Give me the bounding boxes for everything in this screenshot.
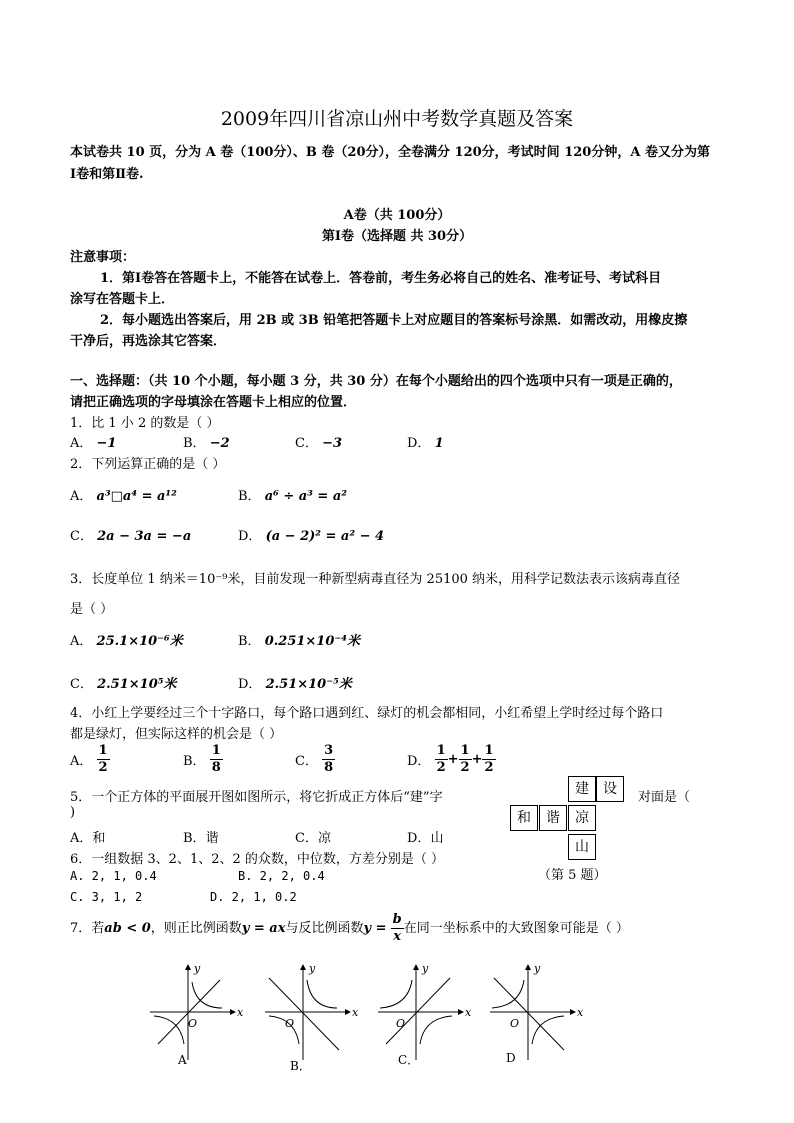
net-cell-shan: 山 <box>568 834 596 860</box>
note-2-line-1: 2．每小题选出答案后，用 2B 或 3B 铅笔把答题卡上对应题目的答案标号涂黑．如需改动，用橡皮擦 <box>100 313 688 328</box>
note-2-line-2: 干净后，再选涂其它答案． <box>70 334 227 349</box>
q7-stem: 7．若ab < 0，则正比例函数y = ax与反比例函数y = $\frac{b}{x}$ 在同一坐标系中的大致图象可能是（ ） <box>70 912 629 944</box>
q3-option-b: B． 0.251×10⁻⁴米 <box>238 634 360 649</box>
net-cell-jian: 建 <box>568 776 596 802</box>
graph-c-label: C． <box>398 1053 420 1067</box>
net-cell-xie: 谐 <box>539 805 567 831</box>
q5-option-d: D．山 <box>407 831 444 846</box>
section1-line-2: 请把正确选项的字母填涂在答题卡上相应的位置． <box>70 395 357 410</box>
q4-option-b: B． $\frac{1}{8}$ <box>183 743 221 775</box>
graph-a-y-label: y <box>194 962 201 975</box>
graph-d-origin: O <box>510 1017 520 1030</box>
graph-c-x-label: x <box>465 1006 472 1019</box>
q5-option-c: C．凉 <box>295 831 331 846</box>
section1-line-1: 一、选择题：（共 10 个小题，每小题 3 分，共 30 分）在每个小题给出的四个选项中只有一项是正确的， <box>70 374 682 389</box>
q2-option-b: B． a⁶ ÷ a³ = a² <box>238 489 347 504</box>
graph-c <box>378 962 472 1067</box>
part1-heading: 第Ⅰ卷（选择题 共 30分） <box>321 229 473 244</box>
q5-stem-line-1: 5．一个正方体的平面展开图如图所示，将它折成正方体后“建”字 <box>70 790 443 805</box>
q7-graphs <box>140 960 610 1080</box>
q3-stem-line-2: 是（ ） <box>70 602 114 617</box>
q1-stem: 1．比 1 小 2 的数是（ ） <box>70 416 220 431</box>
q5-figure-caption: （第 5 题） <box>538 868 607 883</box>
q4-option-a: A． $\frac{1}{2}$ <box>70 743 108 775</box>
note-1-line-2: 涂写在答题卡上． <box>70 292 175 307</box>
q2-option-d: D． (a − 2)² = a² − 4 <box>238 529 385 544</box>
q3-option-c: C． 2.51×10⁵米 <box>70 677 177 692</box>
intro-line-2: Ⅰ卷和第Ⅱ卷. <box>70 167 144 182</box>
q6-option-b: B. 2, 2, 0.4 <box>238 869 325 883</box>
net-cell-liang: 凉 <box>568 805 596 831</box>
graph-b-origin: O <box>285 1017 295 1030</box>
graph-b-y-label: y <box>309 962 316 975</box>
q6-stem: 6．一组数据 3、2、1、2、2 的众数，中位数，方差分别是（ ） <box>70 852 445 867</box>
q1-option-b: B． −2 <box>183 436 230 451</box>
q2-stem: 2．下列运算正确的是（ ） <box>70 457 226 472</box>
net-cell-she: 设 <box>596 776 624 802</box>
q1-option-c: C． −3 <box>295 436 343 451</box>
net-cell-he: 和 <box>510 805 538 831</box>
q5-option-b: B．谐 <box>183 831 219 846</box>
q1-option-a: A． −1 <box>70 436 117 451</box>
q4-fraction-b: $\frac{1}{8}$ <box>211 743 221 775</box>
q4-stem-line-1: 4．小红上学要经过三个十字路口，每个路口遇到红、绿灯的机会都相同，小红希望上学时经过每个路口 <box>70 706 664 721</box>
q3-stem-line-1: 3．长度单位 1 纳米＝10⁻⁹米，目前发现一种新型病毒直径为 25100 纳米，用科学记数法表示该病毒直径 <box>70 572 681 587</box>
q4-fraction-c: $\frac{3}{8}$ <box>324 743 334 775</box>
graph-d <box>490 962 584 1065</box>
graph-a-origin: O <box>188 1017 198 1030</box>
q5-option-a: A．和 <box>70 831 106 846</box>
q4-option-c: C． $\frac{3}{8}$ <box>295 743 334 775</box>
graph-d-y-label: y <box>534 962 541 975</box>
graph-a-label: A <box>178 1053 187 1067</box>
graph-a <box>150 962 244 1067</box>
q1-option-d: D． 1 <box>407 436 444 451</box>
q3-option-d: D． 2.51×10⁻⁵米 <box>238 677 352 692</box>
graph-d-x-label: x <box>577 1006 584 1019</box>
graph-b-label: B． <box>290 1059 311 1073</box>
note-1-line-1: 1．第Ⅰ卷答在答题卡上，不能答在试卷上．答卷前，考生务必将自己的姓名、准考证号、考试科目 <box>100 271 662 286</box>
graph-b <box>265 962 359 1073</box>
intro-line-1: 本试卷共 10 页，分为 A 卷（100分）、B 卷（20分），全卷满分 120分，考试时间 120分钟，A 卷又分为第 <box>70 145 710 160</box>
cube-net-figure <box>510 776 635 864</box>
graph-a-x-label: x <box>237 1006 244 1019</box>
section-a-heading: A卷（共 100分） <box>343 208 451 223</box>
q2-option-c: C． 2a − 3a = −a <box>70 529 192 544</box>
q4-option-d: D． $\frac{1}{2}$ + $\frac{1}{2}$ + $\frac{1}{2}$ <box>407 743 494 775</box>
graph-c-origin: O <box>396 1017 406 1030</box>
q6-option-a: A. 2, 1, 0.4 <box>70 869 157 883</box>
q4-stem-line-2: 都是绿灯，但实际这样的机会是（ ） <box>70 727 283 742</box>
q5-stem-opposite: 对面是（ <box>638 790 691 805</box>
q2-option-a: A． a³□a⁴ = a¹² <box>70 489 177 504</box>
notes-heading: 注意事项： <box>70 250 136 265</box>
q4-fraction-a: $\frac{1}{2}$ <box>98 743 108 775</box>
graph-b-x-label: x <box>352 1006 359 1019</box>
graph-d-label: D <box>506 1051 516 1065</box>
q5-stem-line-2: ) <box>70 805 76 820</box>
graph-c-y-label: y <box>422 962 429 975</box>
q6-option-c: C. 3, 1, 2 <box>70 890 143 904</box>
paper-title: 2009年四川省凉山州中考数学真题及答案 <box>220 108 574 130</box>
q3-option-a: A． 25.1×10⁻⁶米 <box>70 634 183 649</box>
q6-option-d: D. 2, 1, 0.2 <box>210 890 297 904</box>
